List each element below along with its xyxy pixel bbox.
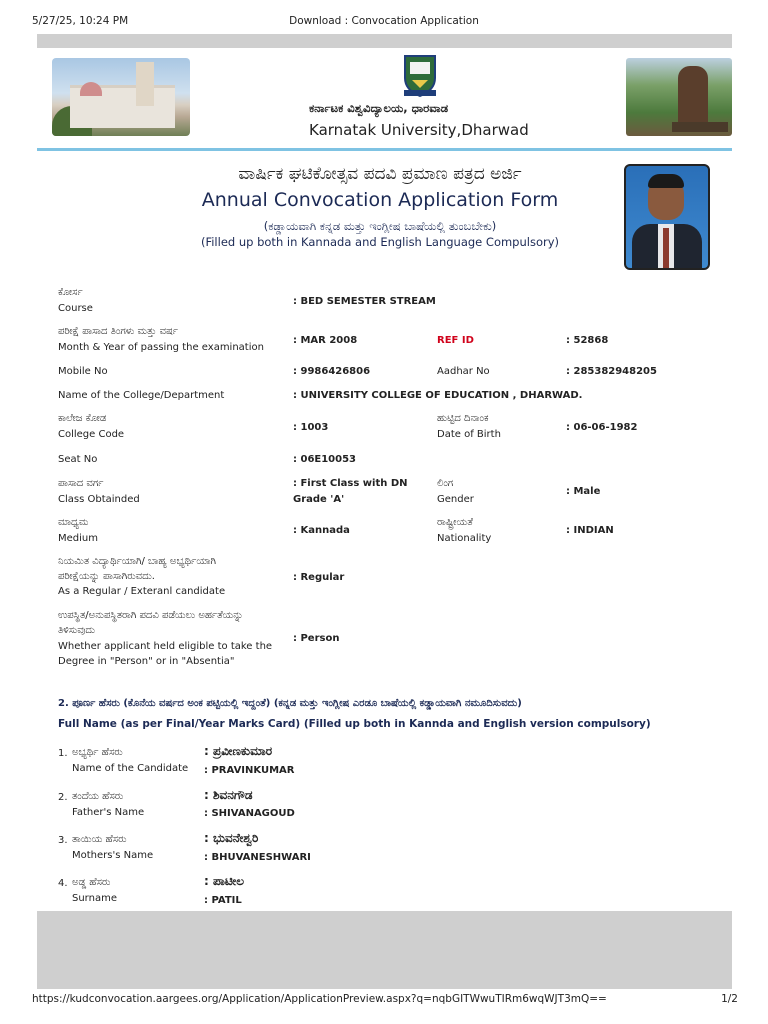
- person-label-kannada-2: ತಿಳಿಸುವುದು: [58, 625, 96, 636]
- section2-heading-kannada: 2. ಪೂರ್ಣ ಹೆಸರು (ಕೊನೆಯ ವರ್ಷದ ಅಂಕ ಪಟ್ಟಿಯಲ್ಲಿ ಇದ್ದಂತೆ) (ಕನ್ನಡ ಮತ್ತು ಇಂಗ್ಲೀಷ ಎರಡೂ ಬಾಷೆಯಲ್ಲಿ ಕಡ್ಡಾಯವಾಗಿ ನಮೂದಿಸುವದು): [58, 698, 522, 709]
- person-label-kannada-1: ಉಪಸ್ಥಿತ/ಅನುಪಸ್ಥಿತರಾಗಿ ಪದವಿ ಪಡೆಯಲು ಅರ್ಹತೆಯನ್ನು: [58, 610, 244, 621]
- refid-value: : 52868: [566, 335, 609, 346]
- course-label-kannada: ಕೋರ್ಸ: [58, 287, 83, 298]
- college-code-label-kannada: ಕಾಲೇಜ ಕೋಡ: [58, 413, 107, 424]
- refid-label: REF ID: [437, 335, 474, 346]
- item-label-kannada: ಅಡ್ಡ ಹೆಸರು: [72, 877, 111, 888]
- passing-label-kannada: ಪರೀಕ್ಷೆ ಪಾಸಾದ ತಿಂಗಳು ಮತ್ತು ವರ್ಷ: [58, 326, 178, 337]
- mobile-value: : 9986426806: [293, 366, 371, 377]
- item-value-kannada: : ಶಿವನಗೌಡ: [204, 788, 253, 802]
- item-value-kannada: : ಪ್ರವೀಣಕುಮಾರ: [204, 744, 273, 758]
- nationality-value: : INDIAN: [566, 525, 614, 536]
- university-name-english: Karnatak University,Dharwad: [309, 121, 529, 139]
- college-code-value: : 1003: [293, 422, 329, 433]
- item-number: 1.: [58, 748, 68, 759]
- header-divider: [37, 148, 732, 151]
- class-label-kannada: ಪಾಸಾದ ವರ್ಗ: [58, 478, 104, 489]
- person-value: : Person: [293, 633, 340, 644]
- college-code-label: College Code: [58, 429, 125, 440]
- aadhar-value: : 285382948205: [566, 366, 657, 377]
- print-header: [0, 15, 768, 31]
- form-subtitle: (Filled up both in Kannada and English Language Compulsory): [200, 235, 560, 249]
- page-number: 1/2: [721, 993, 738, 1005]
- item-number: 2.: [58, 792, 68, 803]
- university-emblem-icon: [402, 54, 438, 98]
- item-value: : PATIL: [204, 895, 242, 906]
- medium-label-kannada: ಮಾಧ್ಯಮ: [58, 517, 89, 528]
- dob-label-kannada: ಹುಟ್ಟಿದ ದಿನಾಂಕ: [437, 413, 489, 424]
- class-grade-value: Grade 'A': [293, 494, 345, 505]
- passing-label: Month & Year of passing the examination: [58, 342, 264, 353]
- regular-label-kannada-1: ನಿಯಮಿತ ವಿದ್ಯಾರ್ಥಿಯಾಗಿ/ ಬಾಹ್ಯ ಅಭ್ಯರ್ಥಿಯಾಗಿ: [58, 556, 217, 567]
- item-number: 3.: [58, 835, 68, 846]
- item-value-kannada: : ಪಾಟೀಲ: [204, 874, 244, 888]
- item-label-kannada: ತಂದೆಯ ಹೆಸರು: [72, 791, 124, 802]
- regular-label-kannada-2: ಪರೀಕ್ಷೆಯನ್ನು ಪಾಸಾಗಿರುವದು.: [58, 571, 155, 582]
- college-value: : UNIVERSITY COLLEGE OF EDUCATION , DHARWAD.: [293, 390, 583, 401]
- seat-value: : 06E10053: [293, 454, 357, 465]
- gender-value: : Male: [566, 486, 601, 497]
- regular-value: : Regular: [293, 572, 345, 583]
- class-value: : First Class with DN: [293, 478, 408, 489]
- aadhar-label: Aadhar No: [437, 366, 490, 377]
- form-subtitle-kannada: (ಕಡ್ಡಾಯವಾಗಿ ಕನ್ನಡ ಮತ್ತು ಇಂಗ್ಲೀಷ ಬಾಷೆಯಲ್ಲಿ ತುಂಬಬೇಕು): [263, 219, 497, 233]
- dob-value: : 06-06-1982: [566, 422, 638, 433]
- item-label-kannada: ತಾಯಿಯ ಹೆಸರು: [72, 834, 127, 845]
- item-value: : SHIVANAGOUD: [204, 808, 295, 819]
- class-label: Class Obtainded: [58, 494, 140, 505]
- item-value: : BHUVANESHWARI: [204, 852, 311, 863]
- person-label-1: Whether applicant held eligible to take the: [58, 641, 273, 652]
- gender-label-kannada: ಲಿಂಗ: [437, 478, 454, 489]
- print-title: Download : Convocation Application: [289, 15, 479, 27]
- item-label: Name of the Candidate: [72, 763, 189, 774]
- seat-label: Seat No: [58, 454, 98, 465]
- form-title: Annual Convocation Application Form: [201, 189, 559, 211]
- gender-label: Gender: [437, 494, 474, 505]
- form-title-kannada: ವಾರ್ಷಿಕ ಘಟಿಕೋತ್ಸವ ಪದವಿ ಪ್ರಮಾಣ ಪತ್ರದ ಅರ್ಜಿ: [238, 164, 522, 184]
- college-label: Name of the College/Department: [58, 390, 225, 401]
- mobile-label: Mobile No: [58, 366, 108, 377]
- section2-heading: Full Name (as per Final/Year Marks Card) (Filled up both in Kannda and English version compulsory): [58, 718, 651, 730]
- passing-value: : MAR 2008: [293, 335, 358, 346]
- item-label: Surname: [72, 893, 117, 904]
- university-name-kannada: ಕರ್ನಾಟಕ ವಿಶ್ವವಿದ್ಯಾಲಯ, ಧಾರವಾಡ: [309, 101, 449, 115]
- medium-label: Medium: [58, 533, 98, 544]
- course-value: : BED SEMESTER STREAM: [293, 296, 436, 307]
- nationality-label-kannada: ರಾಷ್ಟ್ರೀಯತೆ: [437, 517, 473, 528]
- item-label-kannada: ಅಭ್ಯರ್ಥಿ ಹೆಸರು: [72, 747, 123, 758]
- item-value: : PRAVINKUMAR: [204, 765, 295, 776]
- university-building-photo: [52, 58, 190, 136]
- regular-label: As a Regular / Exteranl candidate: [58, 586, 226, 597]
- item-number: 4.: [58, 878, 68, 889]
- medium-value: : Kannada: [293, 525, 350, 536]
- applicant-photo: [624, 164, 710, 270]
- item-label: Mothers's Name: [72, 850, 154, 861]
- statue-photo: [626, 58, 732, 136]
- item-value-kannada: : ಭುವನೇಶ್ವರಿ: [204, 831, 259, 845]
- page-url[interactable]: https://kudconvocation.aargees.org/Application/ApplicationPreview.aspx?q=nqbGITWwuTIRm6wqWJT3mQ==: [32, 993, 607, 1005]
- nationality-label: Nationality: [437, 533, 492, 544]
- course-label: Course: [58, 303, 93, 314]
- person-label-2: Degree in "Person" or in "Absentia": [58, 656, 235, 667]
- print-datetime: 5/27/25, 10:24 PM: [32, 15, 129, 27]
- dob-label: Date of Birth: [437, 429, 501, 440]
- item-label: Father's Name: [72, 807, 145, 818]
